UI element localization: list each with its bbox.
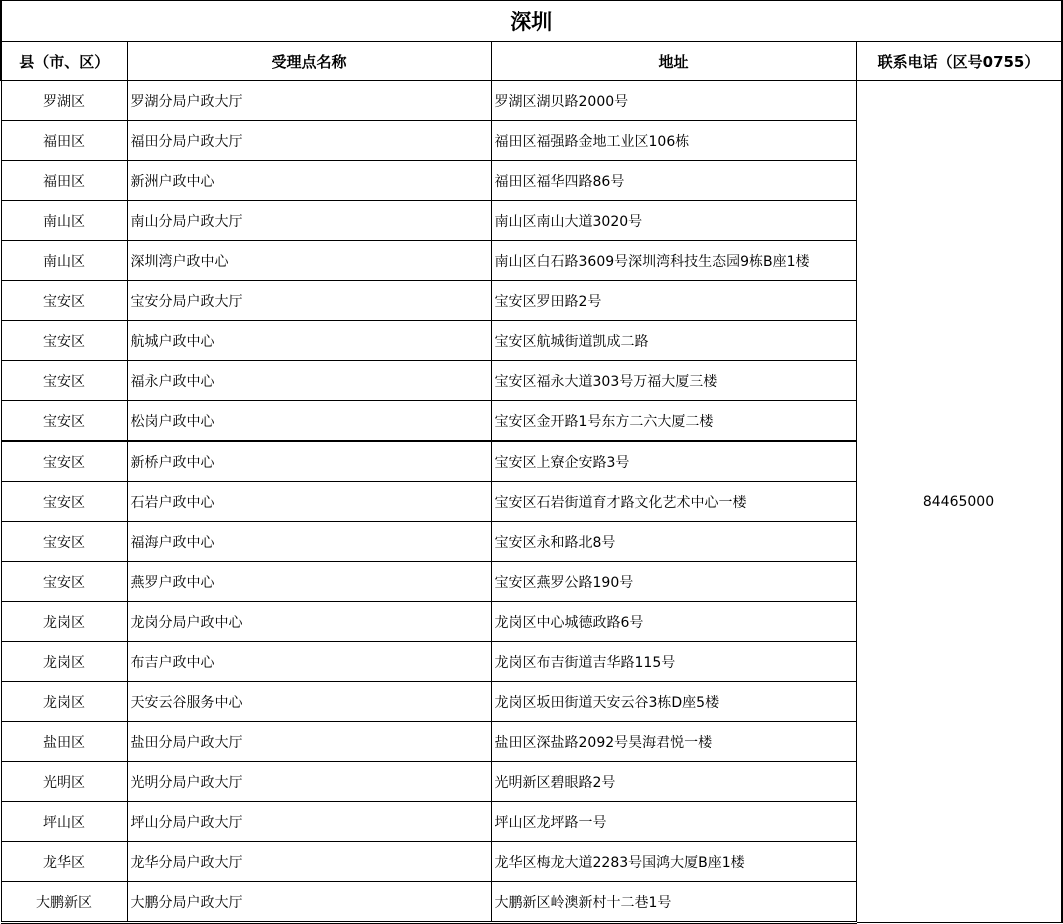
cell-county[interactable]: 福田区 xyxy=(1,121,127,161)
cell-name[interactable]: 福永户政中心 xyxy=(127,361,491,401)
cell-address[interactable]: 南山区白石路3609号深圳湾科技生态园9栋B座1楼 xyxy=(491,241,856,281)
cell-address[interactable]: 宝安区航城街道凯成二路 xyxy=(491,321,856,361)
cell-name[interactable]: 深圳湾户政中心 xyxy=(127,241,491,281)
cell-county[interactable]: 宝安区 xyxy=(1,401,127,442)
cell-phone[interactable]: 84465000 xyxy=(856,81,1062,923)
table-body xyxy=(1,81,1062,923)
cell-address[interactable]: 宝安区永和路北8号 xyxy=(491,522,856,562)
cell-county[interactable]: 宝安区 xyxy=(1,441,127,482)
cell-name[interactable]: 布吉户政中心 xyxy=(127,642,491,682)
cell-county[interactable]: 宝安区 xyxy=(1,361,127,401)
cell-county[interactable]: 龙华区 xyxy=(1,842,127,882)
cell-county[interactable]: 龙岗区 xyxy=(1,682,127,722)
cell-address[interactable]: 龙华区梅龙大道2283号国鸿大厦B座1楼 xyxy=(491,842,856,882)
cell-name[interactable]: 天安云谷服务中心 xyxy=(127,682,491,722)
cell-address[interactable]: 宝安区上寮企安路3号 xyxy=(491,441,856,482)
table-row xyxy=(1,81,1062,121)
cell-address[interactable]: 宝安区燕罗公路190号 xyxy=(491,562,856,602)
cell-name[interactable]: 福海户政中心 xyxy=(127,522,491,562)
cell-address[interactable]: 宝安区金开路1号东方二六大厦二楼 xyxy=(491,401,856,442)
cell-name[interactable]: 光明分局户政大厅 xyxy=(127,762,491,802)
cell-county[interactable]: 南山区 xyxy=(1,241,127,281)
cell-address[interactable]: 龙岗区中心城德政路6号 xyxy=(491,602,856,642)
table-title[interactable]: 深圳 xyxy=(1,1,1062,42)
cell-address[interactable]: 龙岗区坂田街道天安云谷3栋D座5楼 xyxy=(491,682,856,722)
cell-county[interactable]: 宝安区 xyxy=(1,321,127,361)
cell-address[interactable]: 福田区福华四路86号 xyxy=(491,161,856,201)
cell-address[interactable]: 龙岗区布吉街道吉华路115号 xyxy=(491,642,856,682)
cell-county[interactable]: 坪山区 xyxy=(1,802,127,842)
cell-address[interactable]: 坪山区龙坪路一号 xyxy=(491,802,856,842)
cell-county[interactable]: 宝安区 xyxy=(1,562,127,602)
cell-county[interactable]: 光明区 xyxy=(1,762,127,802)
header-name[interactable]: 受理点名称 xyxy=(127,42,491,81)
cell-county[interactable]: 宝安区 xyxy=(1,482,127,522)
cell-name[interactable]: 罗湖分局户政大厅 xyxy=(127,81,491,121)
cell-county[interactable]: 宝安区 xyxy=(1,281,127,321)
cell-county[interactable]: 罗湖区 xyxy=(1,81,127,121)
cell-name[interactable]: 新洲户政中心 xyxy=(127,161,491,201)
cell-address[interactable]: 宝安区罗田路2号 xyxy=(491,281,856,321)
cell-name[interactable]: 盐田分局户政大厅 xyxy=(127,722,491,762)
cell-county[interactable]: 龙岗区 xyxy=(1,602,127,642)
cell-name[interactable]: 新桥户政中心 xyxy=(127,441,491,482)
cell-address[interactable]: 盐田区深盐路2092号昊海君悦一楼 xyxy=(491,722,856,762)
cell-address[interactable]: 南山区南山大道3020号 xyxy=(491,201,856,241)
cell-address[interactable]: 宝安区福永大道303号万福大厦三楼 xyxy=(491,361,856,401)
cell-name[interactable]: 大鹏分局户政大厅 xyxy=(127,882,491,923)
cell-address[interactable]: 大鹏新区岭澳新村十二巷1号 xyxy=(491,882,856,923)
cell-county[interactable]: 盐田区 xyxy=(1,722,127,762)
cell-address[interactable]: 光明新区碧眼路2号 xyxy=(491,762,856,802)
cell-address[interactable]: 福田区福强路金地工业区106栋 xyxy=(491,121,856,161)
header-phone[interactable]: 联系电话（区号0755） xyxy=(856,42,1062,81)
cell-county[interactable]: 宝安区 xyxy=(1,522,127,562)
cell-name[interactable]: 南山分局户政大厅 xyxy=(127,201,491,241)
cell-name[interactable]: 石岩户政中心 xyxy=(127,482,491,522)
header-address[interactable]: 地址 xyxy=(491,42,856,81)
cell-address[interactable]: 罗湖区湖贝路2000号 xyxy=(491,81,856,121)
cell-name[interactable]: 福田分局户政大厅 xyxy=(127,121,491,161)
cell-county[interactable]: 福田区 xyxy=(1,161,127,201)
cell-name[interactable]: 燕罗户政中心 xyxy=(127,562,491,602)
header-row xyxy=(1,42,1062,81)
cell-address[interactable]: 宝安区石岩街道育才路文化艺术中心一楼 xyxy=(491,482,856,522)
cell-county[interactable]: 大鹏新区 xyxy=(1,882,127,923)
cell-name[interactable]: 龙华分局户政大厅 xyxy=(127,842,491,882)
cell-name[interactable]: 宝安分局户政大厅 xyxy=(127,281,491,321)
cell-county[interactable]: 南山区 xyxy=(1,201,127,241)
cell-name[interactable]: 龙岗分局户政中心 xyxy=(127,602,491,642)
cell-county[interactable]: 龙岗区 xyxy=(1,642,127,682)
header-county[interactable]: 县（市、区） xyxy=(1,42,127,81)
cell-name[interactable]: 坪山分局户政大厅 xyxy=(127,802,491,842)
cell-name[interactable]: 航城户政中心 xyxy=(127,321,491,361)
cell-name[interactable]: 松岗户政中心 xyxy=(127,401,491,442)
